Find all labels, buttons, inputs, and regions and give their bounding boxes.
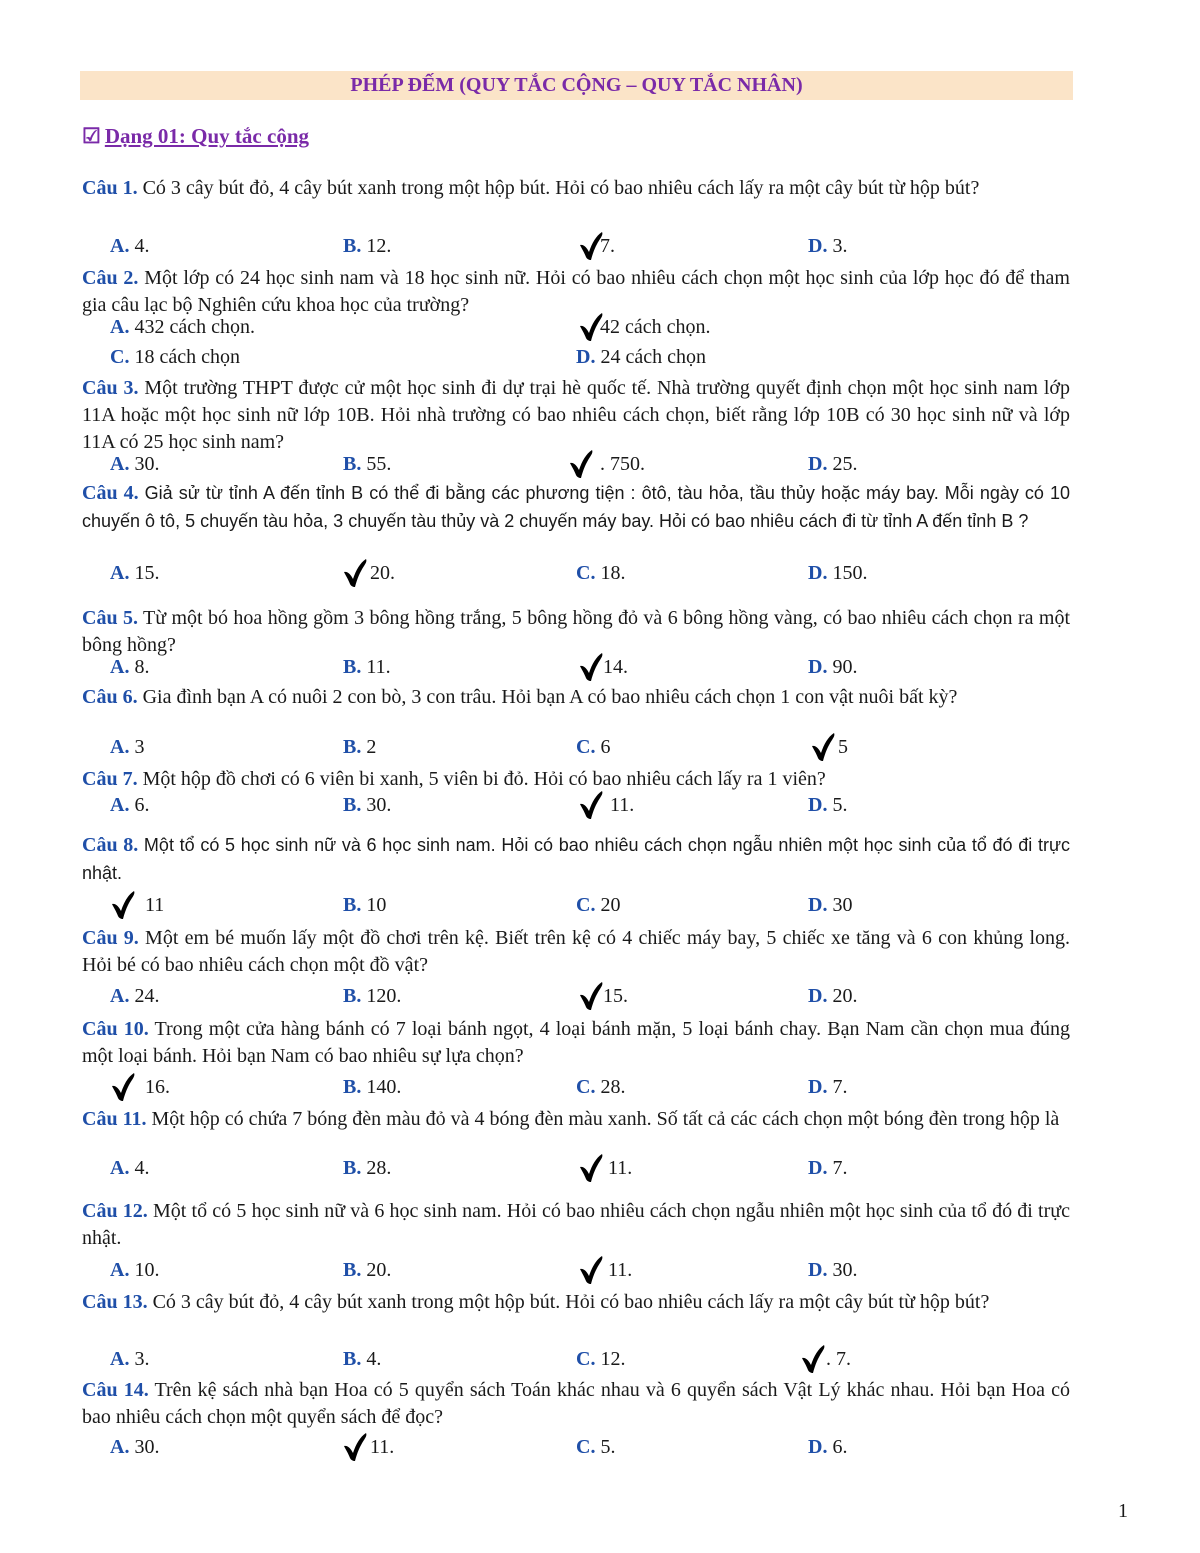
question-text: Từ một bó hoa hồng gồm 3 bông hồng trắng, 5 bông hồng đỏ và 6 bông hồng vàng, có bao nhiêu cách chọn ra một bông hồng? bbox=[82, 607, 1070, 656]
option-letter: D. bbox=[808, 562, 833, 584]
option-letter: D. bbox=[808, 894, 833, 916]
answer-option bbox=[370, 1436, 394, 1459]
answer-option bbox=[343, 1076, 401, 1099]
question-label: Câu 2. bbox=[82, 267, 139, 289]
question-text: Một lớp có 24 học sinh nam và 18 học sinh nữ. Hỏi có bao nhiêu cách chọn một học sinh của lớp học đó để tham gia câu lạc bộ Nghiên cứu khoa học của trường? bbox=[82, 267, 1070, 316]
answer-option bbox=[576, 1348, 625, 1371]
option-letter: C. bbox=[576, 1076, 601, 1098]
question-text: Trên kệ sách nhà bạn Hoa có 5 quyển sách Toán khác nhau và 6 quyển sách Vật Lý khác nhau. Hỏi bạn Hoa có bao nhiêu cách chọn một quyển sách để đọc? bbox=[82, 1379, 1070, 1428]
question-text: Gia đình bạn A có nuôi 2 con bò, 3 con trâu. Hỏi bạn A có bao nhiêu cách chọn 1 con vật nuôi bất kỳ? bbox=[137, 686, 958, 708]
answer-option bbox=[343, 894, 386, 917]
question-9 bbox=[82, 925, 1070, 979]
option-text: 3. bbox=[832, 235, 848, 257]
option-text: 3 bbox=[134, 736, 145, 758]
question-text: Một hộp có chứa 7 bóng đèn màu đỏ và 4 bóng đèn màu xanh. Số tất cả các cách chọn một bóng đèn trong hộp là bbox=[146, 1108, 1060, 1130]
option-text: 20 bbox=[600, 894, 621, 916]
option-text: 7. bbox=[832, 1076, 848, 1098]
question-label: Câu 14. bbox=[82, 1379, 149, 1401]
question-text: Có 3 cây bút đỏ, 4 cây bút xanh trong một hộp bút. Hỏi có bao nhiêu cách lấy ra một cây bút từ hộp bút? bbox=[137, 177, 980, 199]
answer-option bbox=[808, 794, 847, 817]
option-letter: D. bbox=[808, 656, 833, 678]
option-text: 432 cách chọn. bbox=[134, 316, 255, 338]
answer-option bbox=[808, 1157, 847, 1180]
option-letter: C. bbox=[576, 1436, 601, 1458]
option-text: 7. bbox=[600, 235, 615, 257]
question-label: Câu 10. bbox=[82, 1018, 149, 1040]
check-mark-icon bbox=[578, 312, 604, 342]
option-letter: A. bbox=[110, 562, 135, 584]
question-14 bbox=[82, 1377, 1070, 1431]
option-letter: D. bbox=[808, 1157, 833, 1179]
question-label: Câu 13. bbox=[82, 1291, 148, 1313]
question-label: Câu 7. bbox=[82, 768, 138, 790]
option-letter: D. bbox=[808, 235, 833, 257]
option-letter: D. bbox=[808, 794, 833, 816]
option-letter: D. bbox=[808, 1436, 833, 1458]
option-text: 11. bbox=[610, 794, 635, 816]
answer-option bbox=[110, 316, 255, 339]
option-text: 5. bbox=[600, 1436, 616, 1458]
check-mark-icon bbox=[810, 732, 836, 762]
question-text: Một tổ có 5 học sinh nữ và 6 học sinh nam. Hỏi có bao nhiêu cách chọn ngẫu nhiên một học sinh của tổ đó đi trực nhật. bbox=[82, 1200, 1070, 1249]
option-text: 150. bbox=[832, 562, 868, 584]
check-mark-icon bbox=[342, 1432, 368, 1462]
question-text: Giả sử từ tỉnh A đến tỉnh B có thể đi bằng các phương tiện : ôtô, tàu hỏa, tầu thủy hoặc máy bay. Mỗi ngày có 10 chuyến ô tô, 5 chuyến tàu hỏa, 3 chuyến tàu thủy và 2 chuyến máy bay. Hỏi có bao nhiêu cách đi từ tỉnh A đến tỉnh B ? bbox=[82, 483, 1071, 531]
answer-option bbox=[110, 346, 240, 369]
answer-option bbox=[808, 1436, 847, 1459]
question-3 bbox=[82, 375, 1070, 456]
option-letter: B. bbox=[343, 736, 367, 758]
check-mark-icon bbox=[578, 652, 604, 682]
option-text: 5 bbox=[838, 736, 848, 758]
answer-option bbox=[343, 736, 376, 759]
option-letter: B. bbox=[343, 235, 367, 257]
option-text: 24. bbox=[134, 985, 160, 1007]
section-heading bbox=[82, 124, 309, 149]
answer-option bbox=[343, 235, 391, 258]
question-label: Câu 8. bbox=[82, 834, 139, 856]
question-label: Câu 1. bbox=[82, 177, 138, 199]
option-text: 2 bbox=[366, 736, 377, 758]
answer-option bbox=[576, 894, 620, 917]
check-mark-icon bbox=[578, 231, 604, 261]
answer-option bbox=[110, 562, 159, 585]
check-mark-icon bbox=[578, 790, 604, 820]
question-5 bbox=[82, 605, 1070, 659]
option-letter: D. bbox=[808, 985, 833, 1007]
option-letter: B. bbox=[343, 1157, 367, 1179]
option-text: 11. bbox=[608, 1259, 633, 1281]
option-letter: B. bbox=[343, 1348, 367, 1370]
answer-option bbox=[808, 894, 852, 917]
option-letter: A. bbox=[110, 1157, 135, 1179]
option-letter: D. bbox=[576, 346, 601, 368]
option-letter: A. bbox=[110, 736, 135, 758]
option-text: 42 cách chọn. bbox=[600, 316, 711, 338]
option-letter: B. bbox=[343, 985, 367, 1007]
option-text: 20. bbox=[366, 1259, 392, 1281]
question-12 bbox=[82, 1198, 1070, 1252]
answer-option bbox=[110, 794, 149, 817]
answer-option bbox=[110, 1348, 149, 1371]
answer-option bbox=[808, 453, 857, 476]
option-text: 30. bbox=[134, 1436, 160, 1458]
answer-option bbox=[576, 346, 706, 369]
answer-option bbox=[600, 453, 645, 476]
answer-option bbox=[608, 1157, 632, 1180]
option-text: 10. bbox=[134, 1259, 160, 1281]
option-text: 28. bbox=[600, 1076, 626, 1098]
option-text: 4. bbox=[134, 235, 150, 257]
question-10 bbox=[82, 1016, 1070, 1070]
option-letter: C. bbox=[576, 894, 601, 916]
option-text: 24 cách chọn bbox=[600, 346, 706, 368]
question-label: Câu 6. bbox=[82, 686, 138, 708]
question-13 bbox=[82, 1289, 1070, 1316]
option-text: 11. bbox=[366, 656, 391, 678]
option-text: 30. bbox=[134, 453, 160, 475]
option-text: 15. bbox=[134, 562, 160, 584]
option-text: 30. bbox=[832, 1259, 858, 1281]
option-text: 15. bbox=[603, 985, 628, 1007]
option-letter: B. bbox=[343, 794, 367, 816]
option-letter: D. bbox=[808, 1076, 833, 1098]
option-text: 18. bbox=[600, 562, 626, 584]
answer-option bbox=[610, 794, 634, 817]
answer-option bbox=[343, 1157, 391, 1180]
answer-option bbox=[808, 985, 857, 1008]
question-text: Một hộp đồ chơi có 6 viên bi xanh, 5 viên bi đỏ. Hỏi có bao nhiêu cách lấy ra 1 viên? bbox=[137, 768, 826, 790]
question-8 bbox=[82, 831, 1070, 887]
option-text: 6. bbox=[134, 794, 150, 816]
answer-option bbox=[110, 1436, 159, 1459]
answer-option bbox=[603, 656, 628, 679]
question-label: Câu 3. bbox=[82, 377, 139, 399]
section-label: Dạng 01: Quy tắc cộng bbox=[104, 124, 309, 148]
check-mark-icon bbox=[568, 449, 594, 479]
option-letter: B. bbox=[343, 453, 367, 475]
option-text: . 7. bbox=[826, 1348, 851, 1370]
option-text: 14. bbox=[603, 656, 628, 678]
answer-option bbox=[343, 794, 391, 817]
question-11 bbox=[82, 1106, 1070, 1133]
question-label: Câu 5. bbox=[82, 607, 138, 629]
option-text: 11. bbox=[370, 1436, 395, 1458]
answer-option bbox=[343, 1348, 381, 1371]
answer-option bbox=[838, 736, 848, 759]
answer-option bbox=[110, 736, 144, 759]
option-letter: D. bbox=[808, 453, 833, 475]
page-number: 1 bbox=[1118, 1500, 1128, 1522]
option-letter: A. bbox=[110, 1436, 135, 1458]
option-letter: D. bbox=[808, 1259, 833, 1281]
answer-option bbox=[808, 235, 847, 258]
option-letter: C. bbox=[576, 1348, 601, 1370]
option-text: 3. bbox=[134, 1348, 150, 1370]
option-letter: B. bbox=[343, 656, 367, 678]
option-text: 12. bbox=[366, 235, 392, 257]
option-text: 18 cách chọn bbox=[134, 346, 240, 368]
answer-option bbox=[576, 1436, 615, 1459]
option-letter: A. bbox=[110, 316, 135, 338]
option-text: 7. bbox=[832, 1157, 848, 1179]
answer-option bbox=[576, 736, 610, 759]
option-text: 120. bbox=[366, 985, 402, 1007]
question-4 bbox=[82, 479, 1070, 535]
option-letter: A. bbox=[110, 1348, 135, 1370]
option-text: 12. bbox=[600, 1348, 626, 1370]
option-text: 11. bbox=[608, 1157, 633, 1179]
question-2 bbox=[82, 265, 1070, 319]
answer-option bbox=[826, 1348, 851, 1371]
option-text: 4. bbox=[134, 1157, 150, 1179]
option-letter: A. bbox=[110, 985, 135, 1007]
option-text: 30 bbox=[832, 894, 853, 916]
option-text: . 750. bbox=[600, 453, 645, 475]
question-text: Một trường THPT được cử một học sinh đi dự trại hè quốc tế. Nhà trường quyết định chọn một học sinh nam lớp 11A hoặc một học sinh nữ lớp 10B. Hỏi nhà trường có bao nhiêu cách chọn, biết rằng lớp 10B có 30 học sinh nữ và lớp 11A có 25 học sinh nam? bbox=[82, 377, 1070, 453]
answer-option bbox=[145, 1076, 170, 1099]
check-mark-icon bbox=[110, 1072, 136, 1102]
question-label: Câu 4. bbox=[82, 482, 139, 504]
option-letter: B. bbox=[343, 1076, 367, 1098]
question-text: Một em bé muốn lấy một đồ chơi trên kệ. Biết trên kệ có 4 chiếc máy bay, 5 chiếc xe tăng và 6 con khủng long. Hỏi bé có bao nhiêu cách chọn một đồ vật? bbox=[82, 927, 1071, 976]
option-letter: A. bbox=[110, 453, 135, 475]
option-text: 6 bbox=[600, 736, 611, 758]
question-label: Câu 9. bbox=[82, 927, 139, 949]
check-mark-icon bbox=[578, 1255, 604, 1285]
answer-option bbox=[110, 656, 149, 679]
option-letter: B. bbox=[343, 1259, 367, 1281]
answer-option bbox=[808, 1259, 857, 1282]
check-mark-icon bbox=[578, 1153, 604, 1183]
option-text: 5. bbox=[832, 794, 848, 816]
question-text: Trong một cửa hàng bánh có 7 loại bánh ngọt, 4 loại bánh mặn, 5 loại bánh chay. Bạn Nam cần chọn mua đúng một loại bánh. Hỏi bạn Nam có bao nhiêu sự lựa chọn? bbox=[82, 1018, 1070, 1067]
question-1 bbox=[82, 175, 1070, 202]
option-letter: C. bbox=[576, 736, 601, 758]
question-7 bbox=[82, 766, 1070, 793]
answer-option bbox=[808, 562, 867, 585]
answer-option bbox=[110, 1259, 159, 1282]
option-letter: A. bbox=[110, 235, 135, 257]
answer-option bbox=[110, 985, 159, 1008]
option-letter: C. bbox=[110, 346, 135, 368]
answer-option bbox=[343, 985, 401, 1008]
option-letter: C. bbox=[576, 562, 601, 584]
check-mark-icon bbox=[800, 1344, 826, 1374]
check-mark-icon bbox=[578, 981, 604, 1011]
option-text: 20. bbox=[370, 562, 395, 584]
checkbox-icon: ☑ bbox=[82, 124, 101, 148]
answer-option bbox=[600, 316, 711, 339]
option-text: 8. bbox=[134, 656, 150, 678]
question-text: Có 3 cây bút đỏ, 4 cây bút xanh trong một hộp bút. Hỏi có bao nhiêu cách lấy ra một cây bút từ hộp bút? bbox=[147, 1291, 990, 1313]
question-label: Câu 11. bbox=[82, 1108, 147, 1130]
option-text: 16. bbox=[145, 1076, 170, 1098]
check-mark-icon bbox=[110, 890, 136, 920]
option-text: 28. bbox=[366, 1157, 392, 1179]
option-letter: A. bbox=[110, 794, 135, 816]
page-title: PHÉP ĐẾM (QUY TẮC CỘNG – QUY TẮC NHÂN) bbox=[80, 71, 1073, 100]
answer-option bbox=[603, 985, 628, 1008]
question-label: Câu 12. bbox=[82, 1200, 148, 1222]
option-letter: B. bbox=[343, 894, 367, 916]
answer-option bbox=[608, 1259, 632, 1282]
option-text: 25. bbox=[832, 453, 858, 475]
option-letter: A. bbox=[110, 1259, 135, 1281]
option-text: 20. bbox=[832, 985, 858, 1007]
answer-option bbox=[343, 453, 391, 476]
answer-option bbox=[110, 1157, 149, 1180]
answer-option bbox=[110, 453, 159, 476]
option-text: 6. bbox=[832, 1436, 848, 1458]
option-letter: A. bbox=[110, 656, 135, 678]
option-text: 10 bbox=[366, 894, 387, 916]
question-6 bbox=[82, 684, 1070, 711]
answer-option bbox=[343, 1259, 391, 1282]
answer-option bbox=[576, 1076, 625, 1099]
check-mark-icon bbox=[342, 558, 368, 588]
answer-option bbox=[370, 562, 395, 585]
answer-option bbox=[576, 562, 625, 585]
answer-option bbox=[343, 656, 391, 679]
option-text: 140. bbox=[366, 1076, 402, 1098]
option-text: 90. bbox=[832, 656, 858, 678]
option-text: 30. bbox=[366, 794, 392, 816]
answer-option bbox=[808, 656, 857, 679]
question-text: Một tổ có 5 học sinh nữ và 6 học sinh nam. Hỏi có bao nhiêu cách chọn ngẫu nhiên một học sinh của tổ đó đi trực nhật. bbox=[82, 835, 1070, 883]
answer-option bbox=[808, 1076, 847, 1099]
option-text: 55. bbox=[366, 453, 392, 475]
answer-option bbox=[110, 235, 149, 258]
option-text: 4. bbox=[366, 1348, 382, 1370]
answer-option bbox=[145, 894, 164, 917]
option-text: 11 bbox=[145, 894, 165, 916]
